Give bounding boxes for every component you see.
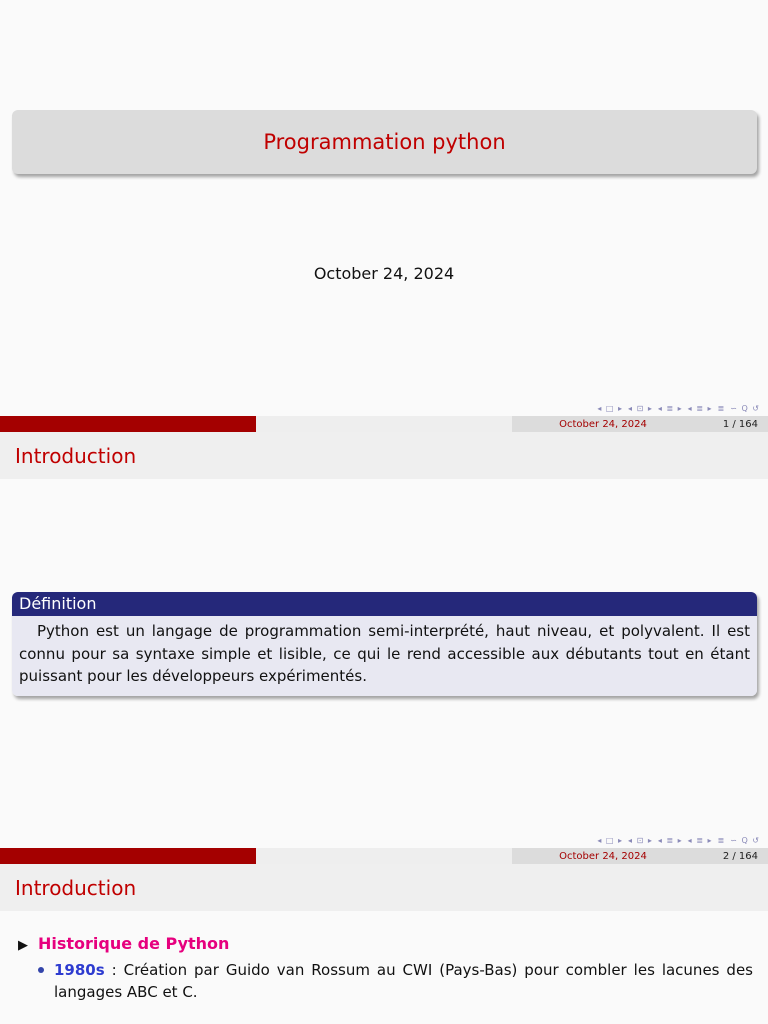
frame-title-bar: [0, 432, 768, 479]
footer-title-bar: [256, 416, 512, 432]
nav-search-icon[interactable]: ∽ Q ↺: [730, 404, 760, 413]
slide-footer: [0, 848, 768, 864]
footer-date-bar: [512, 848, 768, 864]
history-content: [18, 934, 753, 1003]
beamer-navigation[interactable]: [592, 836, 760, 845]
history-slide: [0, 864, 768, 1024]
list-item: [18, 934, 753, 953]
bullet-dot-icon: [38, 959, 54, 1003]
nav-subsection-icon[interactable]: ◂ ⊡ ▸: [628, 404, 653, 413]
item-label: Historique de Python: [38, 934, 230, 953]
footer-title-bar: [256, 848, 512, 864]
frame-title-bar: [0, 864, 768, 911]
presentation-title: Programmation python: [263, 130, 506, 154]
sub-item-year: 1980s: [54, 961, 105, 979]
block-title: Définition: [12, 592, 757, 616]
definition-slide: [0, 432, 768, 864]
beamer-navigation[interactable]: [592, 404, 760, 413]
footer-page-number: 1 / 164: [722, 418, 758, 430]
nav-section-icon[interactable]: ◂ ≣ ▸: [657, 404, 683, 413]
footer-date-bar: [512, 416, 768, 432]
sub-item-text: [54, 959, 753, 1003]
slide-footer: [0, 416, 768, 432]
footer-date: October 24, 2024: [559, 850, 647, 862]
frame-title: Introduction: [15, 444, 137, 468]
nav-subsection-icon[interactable]: ◂ ⊡ ▸: [628, 836, 653, 845]
nav-frame-icon[interactable]: ◂ □ ▸: [597, 836, 624, 845]
nav-toc-icon[interactable]: ≣: [717, 404, 726, 413]
footer-author-bar: [0, 848, 256, 864]
title-box: [12, 110, 757, 174]
nav-section-next-icon[interactable]: ◂ ≣ ▸: [687, 404, 713, 413]
nav-frame-icon[interactable]: ◂ □ ▸: [597, 404, 624, 413]
nav-section-next-icon[interactable]: ◂ ≣ ▸: [687, 836, 713, 845]
sub-item-description: : Création par Guido van Rossum au CWI (Pays-Bas) pour combler les lacunes des langages ABC et C.: [54, 961, 753, 1001]
nav-section-icon[interactable]: ◂ ≣ ▸: [657, 836, 683, 845]
frame-title: Introduction: [15, 876, 137, 900]
definition-block: [12, 592, 757, 696]
block-body: Python est un langage de programmation semi-interprété, haut niveau, et polyvalent. Il est connu pour sa syntaxe simple et lisible, ce qui le rend accessible aux débutants tout en étant puissant pour les développeurs expérimentés.: [12, 616, 757, 696]
nav-toc-icon[interactable]: ≣: [717, 836, 726, 845]
footer-author-bar: [0, 416, 256, 432]
presentation-date: October 24, 2024: [313, 264, 455, 283]
nav-search-icon[interactable]: ∽ Q ↺: [730, 836, 760, 845]
triangle-bullet-icon: ▶: [18, 938, 28, 953]
title-slide: [0, 0, 768, 432]
footer-page-number: 2 / 164: [722, 850, 758, 862]
footer-date: October 24, 2024: [559, 418, 647, 430]
sub-list-item: [38, 959, 753, 1003]
